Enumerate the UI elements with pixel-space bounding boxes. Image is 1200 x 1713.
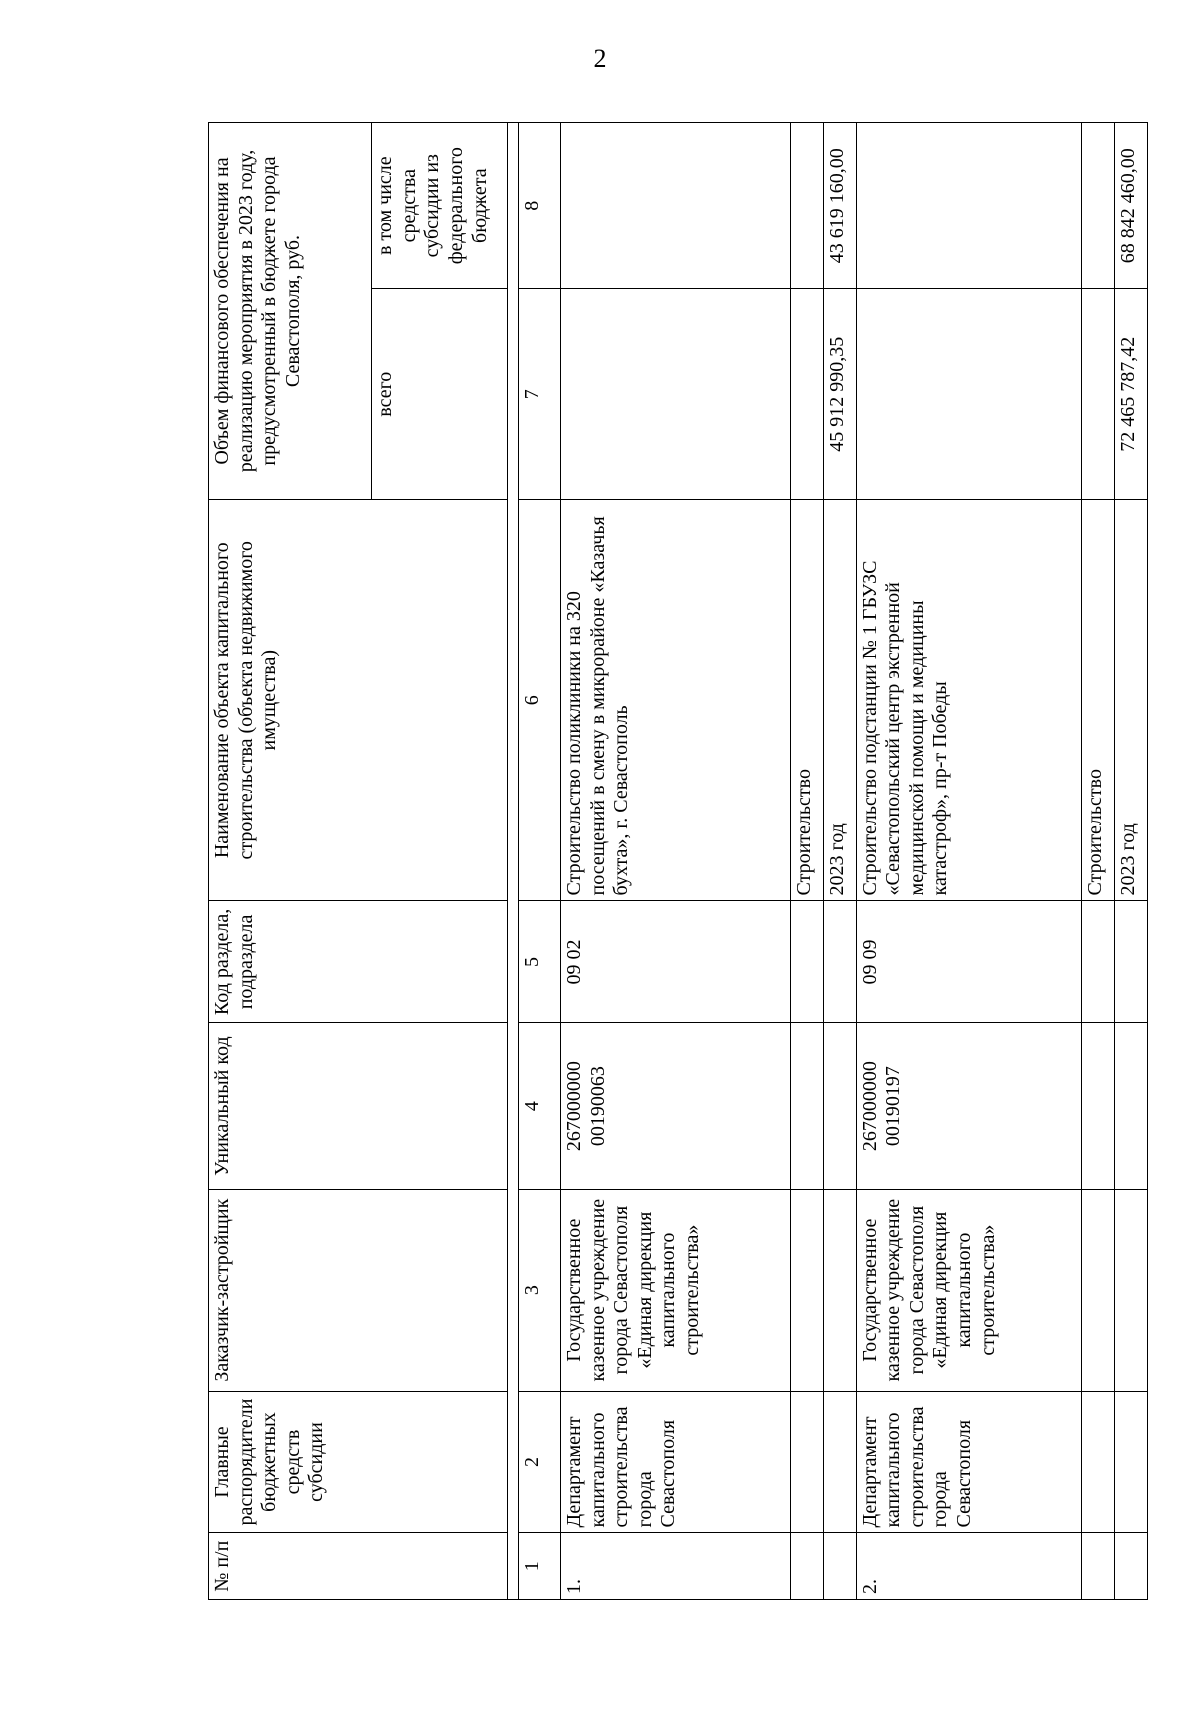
header-col8: в том числе средства субсидии из федерального бюджета xyxy=(372,123,508,289)
column-number: 6 xyxy=(519,500,561,901)
column-number: 2 xyxy=(519,1391,561,1533)
total-amount: 45 912 990,35 xyxy=(823,289,856,500)
header-col1: № п/п xyxy=(209,1533,508,1600)
year-cell: 2023 год xyxy=(823,500,856,901)
unique-code-cell: 267000000 00190063 xyxy=(561,1023,790,1189)
header-col4: Уникальный код xyxy=(209,1023,508,1189)
table-row xyxy=(561,123,790,1600)
header-col6: Наименование объекта капитального строительства (объекта недвижимого имущества) xyxy=(209,500,508,901)
header-col7: всего xyxy=(372,289,508,500)
object-name-cell: Строительство подстанции № 1 ГБУЗС «Севастопольский центр экстренной медицинской помощи и медицины катастроф», пр-т Победы xyxy=(856,500,1081,901)
column-number: 1 xyxy=(519,1533,561,1600)
header-col3: Заказчик-застройщик xyxy=(209,1189,508,1391)
federal-amount: 43 619 160,00 xyxy=(823,123,856,289)
column-number: 4 xyxy=(519,1023,561,1189)
table-row xyxy=(856,123,1081,1600)
total-cell xyxy=(856,289,1081,500)
column-number: 8 xyxy=(519,123,561,289)
financing-table xyxy=(208,122,1148,1600)
distributor-cell: Департамент капитального строительства города Севастополя xyxy=(561,1391,790,1533)
rotated-table-wrapper xyxy=(208,122,1148,1600)
column-number: 7 xyxy=(519,289,561,500)
table-row-stage xyxy=(1081,123,1114,1600)
federal-amount: 68 842 460,00 xyxy=(1114,123,1147,289)
total-amount: 72 465 787,42 xyxy=(1114,289,1147,500)
header-col78-group: Объем финансового обеспечения на реализацию мероприятия в 2023 году, предусмотренный в бюджете города Севастополя, руб. xyxy=(209,123,372,500)
customer-cell: Государственное казенное учреждение города Севастополя «Единая дирекция капитального строительства» xyxy=(856,1189,1081,1391)
header-row-1 xyxy=(209,123,372,1600)
column-number: 3 xyxy=(519,1189,561,1391)
section-code-cell: 09 09 xyxy=(856,901,1081,1023)
header-col2: Главные распорядители бюджетных средств субсидии xyxy=(209,1391,508,1533)
header-spacer xyxy=(507,123,519,1600)
distributor-cell: Департамент капитального строительства города Севастополя xyxy=(856,1391,1081,1533)
federal-cell xyxy=(856,123,1081,289)
table-row-stage xyxy=(790,123,823,1600)
row-number: 2. xyxy=(856,1533,1081,1600)
stage-cell: Строительство xyxy=(1081,500,1114,901)
customer-cell: Государственное казенное учреждение города Севастополя «Единая дирекция капитального строительства» xyxy=(561,1189,790,1391)
table-row-year xyxy=(1114,123,1147,1600)
object-name-cell: Строительство поликлиники на 320 посещений в смену в микрорайоне «Казачья бухта», г. Севастополь xyxy=(561,500,790,901)
table-row-year xyxy=(823,123,856,1600)
total-cell xyxy=(561,289,790,500)
year-cell: 2023 год xyxy=(1114,500,1147,901)
federal-cell xyxy=(561,123,790,289)
unique-code-cell: 267000000 00190197 xyxy=(856,1023,1081,1189)
section-code-cell: 09 02 xyxy=(561,901,790,1023)
column-number-row xyxy=(519,123,561,1600)
column-number: 5 xyxy=(519,901,561,1023)
stage-cell: Строительство xyxy=(790,500,823,901)
page-number: 2 xyxy=(593,44,607,73)
header-col5: Код раздела, подраздела xyxy=(209,901,508,1023)
row-number: 1. xyxy=(561,1533,790,1600)
